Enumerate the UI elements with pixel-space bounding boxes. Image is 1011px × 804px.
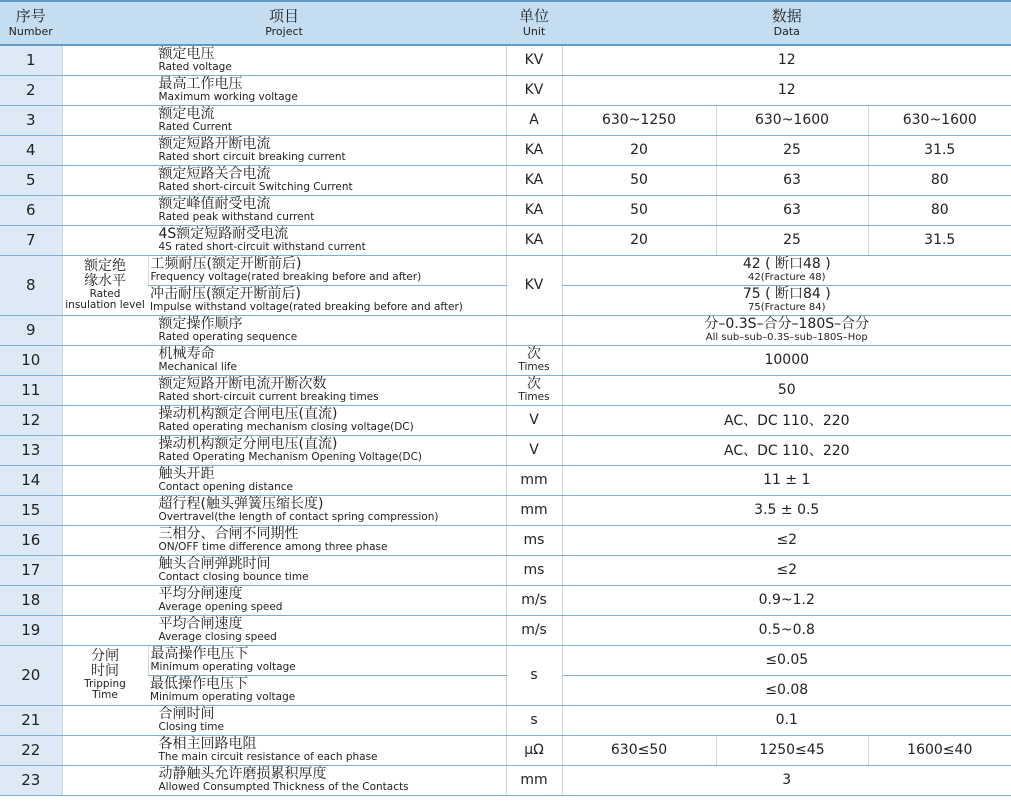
row-value-text: 50 <box>777 382 796 398</box>
row-item-text: Rated peak withstand current <box>158 211 315 223</box>
row-value <box>562 525 1011 555</box>
row-unit <box>506 585 562 615</box>
row-unit <box>506 315 562 345</box>
row-number-text: 14 <box>21 471 41 489</box>
row-value-text: 0.1 <box>775 712 798 728</box>
row-unit <box>506 435 562 465</box>
row-unit <box>506 735 562 765</box>
row-number <box>0 705 62 735</box>
row-number <box>0 465 62 495</box>
row-number-text: 12 <box>21 411 41 429</box>
row-unit-text: Times <box>518 391 550 403</box>
row-number-text: 13 <box>21 441 41 459</box>
row-item <box>62 195 506 225</box>
row-number <box>0 495 62 525</box>
table-row <box>0 735 1011 765</box>
row-number-text: 5 <box>25 171 36 189</box>
row-item-text: Contact opening distance <box>158 481 293 493</box>
row-item <box>148 285 506 315</box>
row-value <box>716 135 868 165</box>
row-number <box>0 735 62 765</box>
row-unit-text: Times <box>518 361 550 373</box>
row-item-text: 最高操作电压下 <box>150 646 249 662</box>
row-unit <box>506 495 562 525</box>
row-unit-text: mm <box>520 771 548 788</box>
row-item-text: 额定峰值耐受电流 <box>158 196 271 212</box>
table-row <box>0 375 1011 405</box>
row-item-text: Minimum operating voltage <box>150 661 296 673</box>
row-unit-text: KV <box>524 276 544 293</box>
row-value <box>562 615 1011 645</box>
row-unit-text: mm <box>520 471 548 488</box>
row-number-text: 21 <box>21 711 41 729</box>
row-value-text: 630≤50 <box>610 742 668 758</box>
table-row <box>0 135 1011 165</box>
row-number <box>0 405 62 435</box>
row-unit-text: KA <box>524 141 544 158</box>
row-item-text: 平均合闸速度 <box>158 616 243 632</box>
table-row <box>0 615 1011 645</box>
table-row <box>0 285 1011 315</box>
row-unit <box>506 765 562 795</box>
row-value-text: 12 <box>777 82 796 98</box>
row-unit-text: s <box>530 711 538 728</box>
table-row <box>0 525 1011 555</box>
row-value <box>562 465 1011 495</box>
row-unit <box>506 45 562 75</box>
row-value-text: 11 ± 1 <box>763 472 811 488</box>
row-value <box>562 345 1011 375</box>
row-group-label-text: 缘水平 <box>84 273 126 289</box>
row-item-text: Overtravel(the length of contact spring compression) <box>158 511 439 523</box>
row-value-text: 63 <box>783 172 801 188</box>
table-row <box>0 555 1011 585</box>
row-item-text: Allowed Consumpted Thickness of the Contacts <box>158 781 409 793</box>
table-row <box>0 195 1011 225</box>
row-value-text: 50 <box>630 172 648 188</box>
row-unit-text: μΩ <box>524 741 544 758</box>
row-item-text: 机械寿命 <box>158 346 215 362</box>
row-item-text: 额定短路关合电流 <box>158 166 271 182</box>
row-unit-text: 次 <box>527 346 542 362</box>
row-value-text: 31.5 <box>924 142 956 158</box>
table-row <box>0 345 1011 375</box>
row-value <box>562 45 1011 75</box>
row-item <box>62 705 506 735</box>
row-item <box>62 735 506 765</box>
row-unit-text: mm <box>520 501 548 518</box>
row-item <box>62 375 506 405</box>
row-number-text: 6 <box>25 201 36 219</box>
row-item-text: 额定短路开断电流开断次数 <box>158 376 327 392</box>
row-unit-text: KA <box>524 201 544 218</box>
row-unit <box>506 645 562 705</box>
row-group-label-text: Rated <box>89 288 121 300</box>
row-item-text: 触头开距 <box>158 466 215 482</box>
row-value <box>868 135 1011 165</box>
table-row <box>0 225 1011 255</box>
row-item <box>62 525 506 555</box>
row-item-text: Rated Operating Mechanism Opening Voltage(DC) <box>158 451 423 463</box>
row-number <box>0 585 62 615</box>
row-group-label-text: 额定绝 <box>84 258 126 274</box>
table-row <box>0 675 1011 705</box>
row-item <box>62 165 506 195</box>
row-value <box>562 105 716 135</box>
row-item-text: Contact closing bounce time <box>158 571 309 583</box>
row-number <box>0 345 62 375</box>
row-value <box>562 195 716 225</box>
row-item-text: Maximum working voltage <box>158 91 298 103</box>
row-number-text: 11 <box>21 381 41 399</box>
row-item-text: Rated operating sequence <box>158 331 298 343</box>
row-item-text: ON/OFF time difference among three phase <box>158 541 388 553</box>
row-item <box>62 405 506 435</box>
header-row <box>0 1 1011 45</box>
row-item <box>62 435 506 465</box>
row-item-text: Mechanical life <box>158 361 237 373</box>
row-value <box>562 765 1011 795</box>
row-value-text: 630~1250 <box>601 112 677 128</box>
row-value <box>562 375 1011 405</box>
row-number <box>0 765 62 795</box>
row-value-text: 12 <box>777 52 796 69</box>
row-number <box>0 375 62 405</box>
row-item-text: 操动机构额定合闸电压(直流) <box>158 406 338 422</box>
table-row <box>0 75 1011 105</box>
row-number-text: 17 <box>21 561 41 579</box>
row-unit <box>506 105 562 135</box>
row-value <box>562 705 1011 735</box>
row-item-text: Closing time <box>158 721 224 733</box>
row-value-text: 20 <box>630 142 648 158</box>
row-value-text: 75(Fracture 84) <box>748 302 826 313</box>
row-unit <box>506 165 562 195</box>
row-value-text: 63 <box>783 202 801 218</box>
row-value-text: 10000 <box>764 352 810 368</box>
row-unit-text: V <box>529 441 539 458</box>
row-unit-text: KV <box>524 51 544 68</box>
row-value <box>562 285 1011 315</box>
row-number <box>0 645 62 705</box>
row-unit <box>506 195 562 225</box>
row-value <box>716 105 868 135</box>
row-value <box>562 255 1011 285</box>
row-item-text: 操动机构额定分闸电压(直流) <box>158 436 338 452</box>
row-item-text: 额定电压 <box>158 46 215 63</box>
table-row <box>0 315 1011 345</box>
row-value <box>562 135 716 165</box>
row-number <box>0 435 62 465</box>
row-value <box>562 165 716 195</box>
row-value-text: 0.5~0.8 <box>758 622 815 638</box>
row-group-label-text: insulation level <box>65 299 145 311</box>
row-unit <box>506 135 562 165</box>
row-item-text: Minimum operating voltage <box>150 691 296 703</box>
row-number-text: 18 <box>21 591 41 609</box>
row-unit-text: KA <box>524 171 544 188</box>
row-value-text: 1600≤40 <box>907 742 973 758</box>
row-item-text: Rated operating mechanism closing voltage(DC) <box>158 421 414 433</box>
row-number <box>0 45 62 75</box>
row-item <box>62 585 506 615</box>
row-value-text: 630~1600 <box>754 112 830 128</box>
table-row <box>0 405 1011 435</box>
table-row <box>0 255 1011 285</box>
row-item-text: 超行程(触头弹簧压缩长度) <box>158 496 324 512</box>
table-row <box>0 495 1011 525</box>
row-unit <box>506 525 562 555</box>
row-unit <box>506 345 562 375</box>
row-item-text: Rated short-circuit Switching Current <box>158 181 353 193</box>
row-unit-text: ms <box>523 561 545 578</box>
row-number <box>0 525 62 555</box>
row-item-text: 4S rated short-circuit withstand current <box>158 241 366 253</box>
row-item-text: 额定操作顺序 <box>158 316 243 332</box>
row-number <box>0 255 62 315</box>
row-unit <box>506 255 562 315</box>
row-item <box>148 645 506 675</box>
row-item-text: 最低操作电压下 <box>150 676 248 692</box>
row-unit <box>506 405 562 435</box>
row-value-text: 0.9~1.2 <box>758 592 815 608</box>
table-row <box>0 765 1011 795</box>
row-value <box>716 735 868 765</box>
row-item-text: 各相主回路电阻 <box>158 736 257 752</box>
row-value <box>868 195 1011 225</box>
row-value <box>562 435 1011 465</box>
row-value <box>868 105 1011 135</box>
row-value <box>562 225 716 255</box>
row-value-text: 630~1600 <box>902 112 977 128</box>
row-value <box>716 225 868 255</box>
row-group-label <box>62 255 148 315</box>
row-value-text: 1250≤45 <box>759 742 825 758</box>
row-item-text: 平均分闸速度 <box>158 586 243 602</box>
row-unit-text: V <box>529 411 539 428</box>
table-row <box>0 465 1011 495</box>
row-value-text: AC、DC 110、220 <box>723 443 850 459</box>
row-value <box>562 405 1011 435</box>
row-item <box>62 765 506 795</box>
row-group-label-text: Time <box>92 689 118 701</box>
row-item <box>62 315 506 345</box>
table-row <box>0 435 1011 465</box>
row-value-text: ≤2 <box>776 532 798 548</box>
row-item <box>148 675 506 705</box>
row-item-text: 最高工作电压 <box>158 76 243 92</box>
row-value <box>868 165 1011 195</box>
row-value <box>562 315 1011 345</box>
row-group-label-text: 时间 <box>91 663 119 679</box>
row-number <box>0 315 62 345</box>
row-group-label <box>62 645 148 705</box>
header-project: 项目 Project <box>62 1 506 45</box>
row-item-text: 触头合闸弹跳时间 <box>158 556 271 572</box>
row-value-text: 分–0.3S–合分–180S–合分 <box>704 316 870 332</box>
row-unit-text: KV <box>524 81 544 98</box>
header-data: 数据 Data <box>562 1 1011 45</box>
row-item-text: Rated voltage <box>158 61 232 74</box>
row-unit-text: KA <box>524 231 544 248</box>
row-group-label-text: 分闸 <box>91 648 119 664</box>
row-item <box>62 105 506 135</box>
row-value <box>868 735 1011 765</box>
row-unit <box>506 75 562 105</box>
row-unit-text: m/s <box>521 621 547 638</box>
row-value-text: ≤0.05 <box>765 652 809 668</box>
row-value-text: 20 <box>630 232 648 248</box>
row-item-text: Rated short circuit breaking current <box>158 151 346 163</box>
row-number-text: 15 <box>21 501 41 519</box>
row-item <box>62 225 506 255</box>
row-value <box>716 195 868 225</box>
row-value-text: ≤2 <box>776 562 798 578</box>
row-value <box>562 735 716 765</box>
row-value <box>868 225 1011 255</box>
row-value-text: 25 <box>783 142 801 158</box>
row-item <box>62 495 506 525</box>
row-item <box>62 135 506 165</box>
row-number-text: 10 <box>21 351 41 369</box>
row-number <box>0 195 62 225</box>
table-row <box>0 705 1011 735</box>
row-number-text: 19 <box>21 621 41 639</box>
row-item-text: Average closing speed <box>158 631 277 643</box>
row-unit <box>506 225 562 255</box>
row-value <box>562 75 1011 105</box>
row-item <box>62 345 506 375</box>
row-value-text: 42(Fracture 48) <box>748 272 826 283</box>
row-item-text: 合闸时间 <box>158 706 215 722</box>
row-number-text: 8 <box>25 276 36 294</box>
row-number <box>0 105 62 135</box>
row-value-text: 80 <box>930 172 949 188</box>
row-item-text: The main circuit resistance of each phase <box>158 751 378 763</box>
row-value-text: 42 ( 断口48 ) <box>742 256 831 272</box>
row-item <box>62 45 506 75</box>
row-number-text: 4 <box>25 141 36 159</box>
table-row <box>0 45 1011 75</box>
row-value-text: AC、DC 110、220 <box>723 413 850 429</box>
header-unit: 单位 Unit <box>506 1 562 45</box>
table-row <box>0 105 1011 135</box>
row-value <box>562 675 1011 705</box>
row-unit-text: s <box>530 666 538 683</box>
row-value <box>562 585 1011 615</box>
row-value <box>716 165 868 195</box>
row-number-text: 20 <box>21 666 41 684</box>
row-unit-text: A <box>529 111 539 128</box>
row-unit <box>506 705 562 735</box>
row-item <box>62 555 506 585</box>
row-number-text: 23 <box>21 771 41 789</box>
table-row <box>0 165 1011 195</box>
row-unit <box>506 555 562 585</box>
row-item-text: 额定电流 <box>158 106 215 122</box>
row-value-text: ≤0.08 <box>765 682 809 698</box>
row-unit-text: 次 <box>527 376 542 392</box>
row-number <box>0 165 62 195</box>
row-number <box>0 225 62 255</box>
row-item <box>148 255 506 285</box>
row-value-text: 75 ( 断口84 ) <box>742 286 831 302</box>
row-value <box>562 555 1011 585</box>
row-group-label-text: Tripping <box>84 678 126 690</box>
row-item-text: 三相分、合闸不同期性 <box>158 526 299 542</box>
row-unit-text: ms <box>523 531 545 548</box>
table-row <box>0 585 1011 615</box>
row-unit <box>506 375 562 405</box>
row-value-text: All sub–sub–0.3S–sub–180S–Hop <box>705 332 868 343</box>
row-value-text: 3.5 ± 0.5 <box>754 502 820 518</box>
header-number: 序号 Number <box>0 1 62 45</box>
row-item-text: Impulse withstand voltage(rated breaking before and after) <box>150 301 463 313</box>
row-number <box>0 75 62 105</box>
row-number <box>0 135 62 165</box>
row-item-text: 额定短路开断电流 <box>158 136 271 152</box>
row-number <box>0 555 62 585</box>
row-number-text: 1 <box>25 51 36 70</box>
row-value-text: 50 <box>630 202 648 218</box>
row-unit <box>506 465 562 495</box>
row-item-text: 冲击耐压(额定开断前后) <box>150 286 301 302</box>
row-unit <box>506 615 562 645</box>
table-row <box>0 645 1011 675</box>
row-number-text: 9 <box>25 321 36 339</box>
row-item-text: Rated short-circuit current breaking times <box>158 391 379 403</box>
row-number-text: 7 <box>25 231 36 249</box>
row-item <box>62 75 506 105</box>
row-item-text: Average opening speed <box>158 601 283 613</box>
row-item-text: 动静触头允许磨损累积厚度 <box>158 766 327 782</box>
row-value <box>562 495 1011 525</box>
row-unit-text: m/s <box>521 591 547 608</box>
row-item-text: Rated Current <box>158 121 233 133</box>
row-number-text: 16 <box>21 531 41 549</box>
row-number <box>0 615 62 645</box>
row-item-text: 4S额定短路耐受电流 <box>158 226 289 242</box>
row-item-text: 工频耐压(额定开断前后) <box>150 256 302 272</box>
row-number-text: 3 <box>25 111 36 129</box>
row-value-text: 3 <box>782 772 792 788</box>
row-number-text: 22 <box>21 741 41 759</box>
row-number-text: 2 <box>25 81 36 99</box>
row-item-text: Frequency voltage(rated breaking before and after) <box>150 271 422 283</box>
row-item <box>62 465 506 495</box>
row-value-text: 80 <box>930 202 949 218</box>
row-value <box>562 645 1011 675</box>
row-value-text: 31.5 <box>924 232 956 248</box>
row-item <box>62 615 506 645</box>
row-value-text: 25 <box>783 232 801 248</box>
